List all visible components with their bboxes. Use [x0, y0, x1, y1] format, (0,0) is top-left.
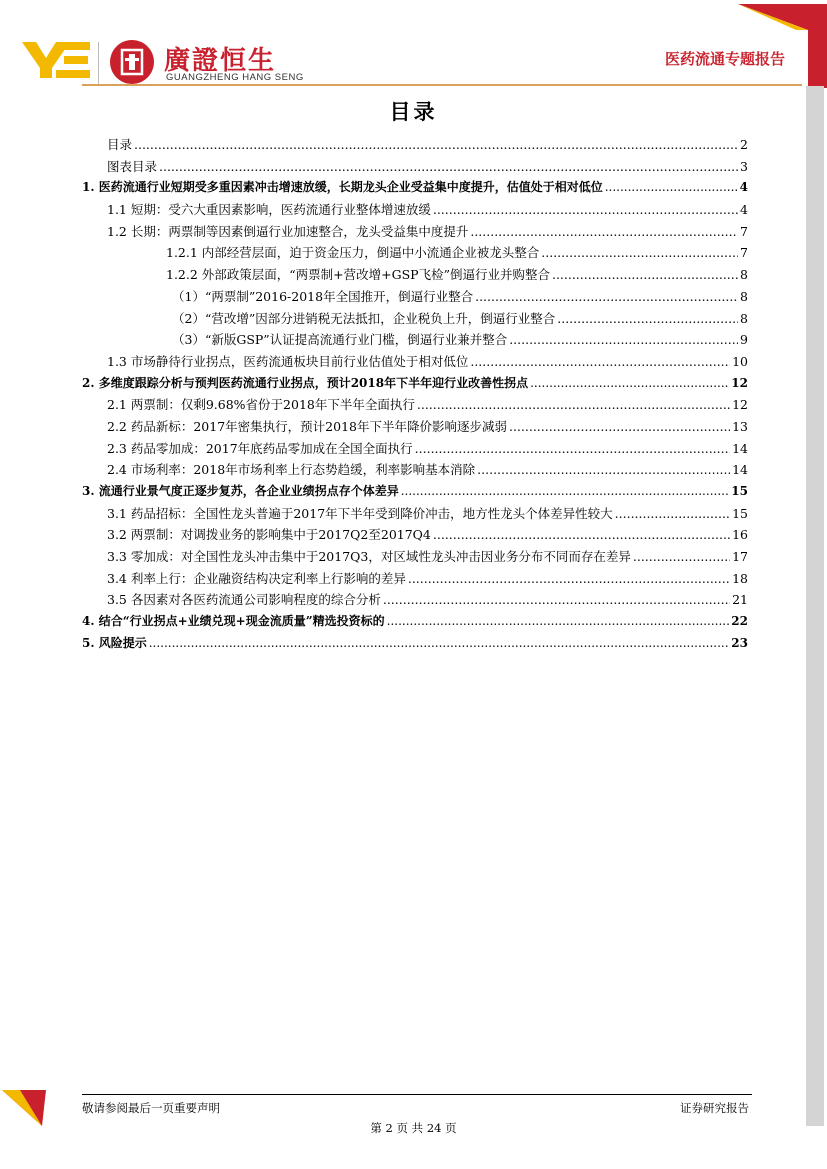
- toc-entry-page: 21: [732, 592, 748, 608]
- toc-leader-dots: [557, 308, 738, 330]
- toc-leader-dots: [552, 264, 738, 286]
- toc-entry-label: 3.2 两票制：对调拨业务的影响集中于2017Q2至2017Q4: [107, 527, 431, 543]
- toc-entry[interactable]: [82, 199, 748, 221]
- toc-entry-page: 23: [731, 635, 748, 650]
- toc-entry-label: 3.3 零加成：对全国性龙头冲击集中于2017Q3，对区域性龙头冲击因业务分布不同而存在差异: [107, 549, 631, 565]
- toc-entry-page: 10: [732, 353, 748, 369]
- toc-leader-dots: [159, 156, 738, 178]
- toc-entry[interactable]: [82, 394, 748, 416]
- toc-entry-label: 目录: [107, 137, 133, 152]
- toc-leader-dots: [477, 459, 730, 481]
- toc-entry-label: 5. 风险提示: [82, 635, 147, 650]
- toc-entry[interactable]: [82, 286, 748, 308]
- toc-entry[interactable]: [82, 568, 748, 590]
- toc-entry-label: 1.2.2 外部政策层面，“两票制+营改增+GSP飞检”倒逼行业并购整合: [166, 267, 550, 283]
- toc-entry[interactable]: [82, 438, 748, 460]
- toc-entry[interactable]: [82, 633, 748, 655]
- toc-entry[interactable]: [82, 503, 748, 525]
- toc-entry-page: 15: [731, 484, 748, 498]
- toc-entry[interactable]: [82, 524, 748, 546]
- toc-entry-page: 15: [732, 505, 748, 521]
- toc-entry-label: 1.3 市场静待行业拐点，医药流通板块目前行业估值处于相对低位: [107, 353, 469, 369]
- toc-entry[interactable]: [82, 481, 748, 503]
- brand-name-en: GUANGZHENG HANG SENG: [166, 72, 304, 83]
- toc-entry-page: 14: [732, 462, 748, 478]
- toc-entry[interactable]: [82, 459, 748, 481]
- toc-entry-page: 22: [731, 614, 748, 629]
- toc-entry-label: 3.5 各因素对各医药流通公司影响程度的综合分析: [107, 592, 381, 608]
- toc-entry-label: 3.1 药品招标：全国性龙头普遍于2017年下半年受到降价冲击，地方性龙头个体差异性较大: [107, 505, 613, 521]
- toc-entry[interactable]: [82, 156, 748, 178]
- toc-entry-label: 2.4 市场利率：2018年市场利率上行态势趋缓，利率影响基本消除: [107, 462, 476, 478]
- toc-entry[interactable]: [82, 221, 748, 243]
- seal-logo-icon: [110, 40, 154, 84]
- toc-entry-page: 14: [732, 440, 748, 456]
- toc-entry-label: 2.1 两票制：仅剩9.68%省份于2018年下半年全面执行: [107, 397, 415, 413]
- toc-leader-dots: [417, 394, 730, 416]
- toc-entry-page: 12: [732, 397, 748, 413]
- page-title: 目录: [389, 100, 438, 124]
- toc-leader-dots: [470, 221, 738, 243]
- toc-leader-dots: [475, 286, 738, 308]
- toc-entry-page: 8: [740, 288, 748, 304]
- footer-report-label: 证券研究报告: [680, 1101, 749, 1115]
- toc-leader-dots: [530, 373, 729, 395]
- toc-entry-page: 7: [740, 223, 748, 239]
- footer-divider: [82, 1094, 752, 1095]
- toc-entry-label: 图表目录: [107, 158, 158, 174]
- toc-leader-dots: [401, 481, 730, 503]
- toc-entry-page: 2: [740, 137, 748, 152]
- toc-entry-label: 4. 结合“行业拐点+业绩兑现+现金流质量”精选投资标的: [82, 614, 385, 629]
- toc-entry[interactable]: [82, 373, 748, 395]
- toc-entry[interactable]: [82, 177, 748, 199]
- toc-entry-page: 8: [740, 267, 748, 283]
- toc-entry-page: 18: [732, 570, 748, 586]
- logo-separator: [98, 42, 99, 84]
- ye-logo-icon: [22, 40, 92, 80]
- toc-entry-page: 7: [740, 245, 748, 261]
- toc-entry[interactable]: [82, 308, 748, 330]
- toc-entry[interactable]: [82, 589, 748, 611]
- toc-leader-dots: [134, 134, 738, 156]
- toc-leader-dots: [387, 611, 730, 633]
- corner-decoration-icon: [738, 4, 827, 88]
- toc-entry-page: 8: [740, 310, 748, 326]
- toc-entry-label: 1.2.1 内部经营层面，迫于资金压力，倒逼中小流通企业被龙头整合: [166, 245, 540, 261]
- report-type-label: 医药流通专题报告: [664, 50, 785, 68]
- side-bar: [806, 86, 824, 1126]
- toc-leader-dots: [383, 589, 730, 611]
- toc-entry-label: 2.2 药品新标：2017年密集执行，预计2018年下半年降价影响逐步减弱: [107, 418, 507, 434]
- toc-leader-dots: [470, 351, 730, 373]
- page-number: 第 2 页 共 24 页: [370, 1121, 457, 1135]
- toc-entry-label: 2.3 药品零加成：2017年底药品零加成在全国全面执行: [107, 440, 413, 456]
- header-divider: [82, 84, 802, 86]
- toc-leader-dots: [633, 546, 730, 568]
- toc-entry-label: 1.2 长期：两票制等因素倒逼行业加速整合，龙头受益集中度提升: [107, 223, 469, 239]
- toc-entry[interactable]: [82, 134, 748, 156]
- toc-leader-dots: [615, 503, 730, 525]
- toc-entry[interactable]: [82, 329, 748, 351]
- table-of-contents: [82, 134, 748, 655]
- toc-entry-label: 2. 多维度跟踪分析与预判医药流通行业拐点，预计2018年下半年迎行业改善性拐点: [82, 375, 529, 390]
- toc-entry-page: 12: [731, 375, 748, 390]
- toc-entry-label: （3）“新版GSP”认证提高流通行业门槛，倒逼行业兼并整合: [172, 332, 508, 348]
- toc-leader-dots: [509, 416, 730, 438]
- toc-entry[interactable]: [82, 416, 748, 438]
- toc-entry[interactable]: [82, 264, 748, 286]
- toc-leader-dots: [433, 524, 730, 546]
- toc-leader-dots: [509, 329, 738, 351]
- toc-leader-dots: [408, 568, 730, 590]
- toc-entry-page: 4: [740, 202, 748, 218]
- toc-entry-page: 3: [740, 158, 748, 174]
- toc-entry[interactable]: [82, 242, 748, 264]
- toc-entry[interactable]: [82, 351, 748, 373]
- toc-entry-page: 9: [740, 332, 748, 348]
- toc-leader-dots: [541, 242, 738, 264]
- toc-entry-page: 13: [732, 418, 748, 434]
- toc-entry-label: 3. 流通行业景气度正逐步复苏，各企业业绩拐点存个体差异: [82, 484, 399, 498]
- toc-entry-label: 1.1 短期：受六大重因素影响，医药流通行业整体增速放缓: [107, 202, 431, 218]
- footer-disclaimer: 敬请参阅最后一页重要声明: [82, 1101, 220, 1115]
- toc-entry-page: 16: [732, 527, 748, 543]
- toc-entry-label: （2）“营改增”因部分进销税无法抵扣，企业税负上升，倒逼行业整合: [172, 310, 556, 326]
- toc-leader-dots: [605, 177, 738, 199]
- toc-leader-dots: [149, 633, 730, 655]
- toc-leader-dots: [433, 199, 738, 221]
- toc-entry-label: 3.4 利率上行：企业融资结构决定利率上行影响的差异: [107, 570, 406, 586]
- toc-entry-page: 4: [739, 180, 748, 195]
- toc-entry[interactable]: [82, 546, 748, 568]
- toc-entry-label: （1）“两票制”2016-2018年全国推开，倒逼行业整合: [172, 288, 474, 304]
- toc-entry-page: 17: [732, 549, 748, 565]
- toc-leader-dots: [415, 438, 730, 460]
- brand-name-cn: 廣證恒生: [164, 46, 277, 76]
- toc-entry-label: 1. 医药流通行业短期受多重因素冲击增速放缓，长期龙头企业受益集中度提升，估值处于相对低位: [82, 180, 603, 195]
- toc-entry[interactable]: [82, 611, 748, 633]
